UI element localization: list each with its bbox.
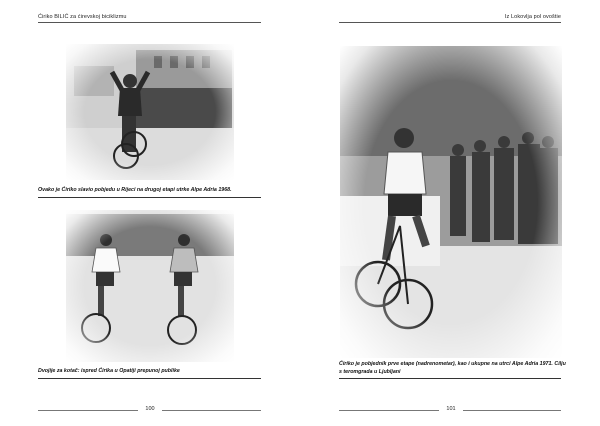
photo-rijeka-caption: Ovako je Ćiriko slavio pobjedu u Rijeci na drugoj etapi utrke Alpe Adria 1968. — [38, 187, 232, 193]
left-page-number: 100 — [145, 406, 155, 412]
photo-opatija-caption: Dvojije za kotač: ispred Ćirika u Opatiji prepunoj publike — [38, 368, 180, 374]
photo-alpe-adria-caption-line2: s teromgrada u Ljubljani — [339, 369, 401, 375]
right-page-number: 101 — [446, 406, 456, 412]
photo-alpe-adria-caption-line1: Ćiriko je pobjednik prve etape (nadrenometar), kao i ukupne na utrci Alpe Adria 1971. Cilju — [339, 361, 566, 367]
photo-rijeka-victory — [66, 44, 234, 180]
right-foot-rule-a — [339, 410, 439, 411]
left-foot-rule-a — [38, 410, 138, 411]
right-head-rule — [339, 22, 561, 23]
left-foot-rule-b — [162, 410, 261, 411]
left-running-head: Ćiriko BILIĆ za ćirevskoj biciklizmu — [38, 14, 127, 20]
right-running-head: Iz Lokovlja pol ovoštie — [504, 14, 561, 20]
photo-alpe-adria-1971-image — [340, 46, 562, 358]
caption-rule-2 — [38, 378, 261, 379]
photo-rijeka-victory-image — [66, 44, 234, 180]
left-head-rule — [38, 22, 261, 23]
photo-opatija-duel-image — [66, 210, 234, 362]
right-page — [300, 0, 600, 426]
caption-rule-3 — [339, 378, 561, 379]
right-foot-rule-b — [463, 410, 561, 411]
photo-alpe-adria-1971 — [340, 46, 562, 358]
photo-opatija-duel — [66, 210, 234, 362]
caption-rule-1 — [38, 197, 261, 198]
